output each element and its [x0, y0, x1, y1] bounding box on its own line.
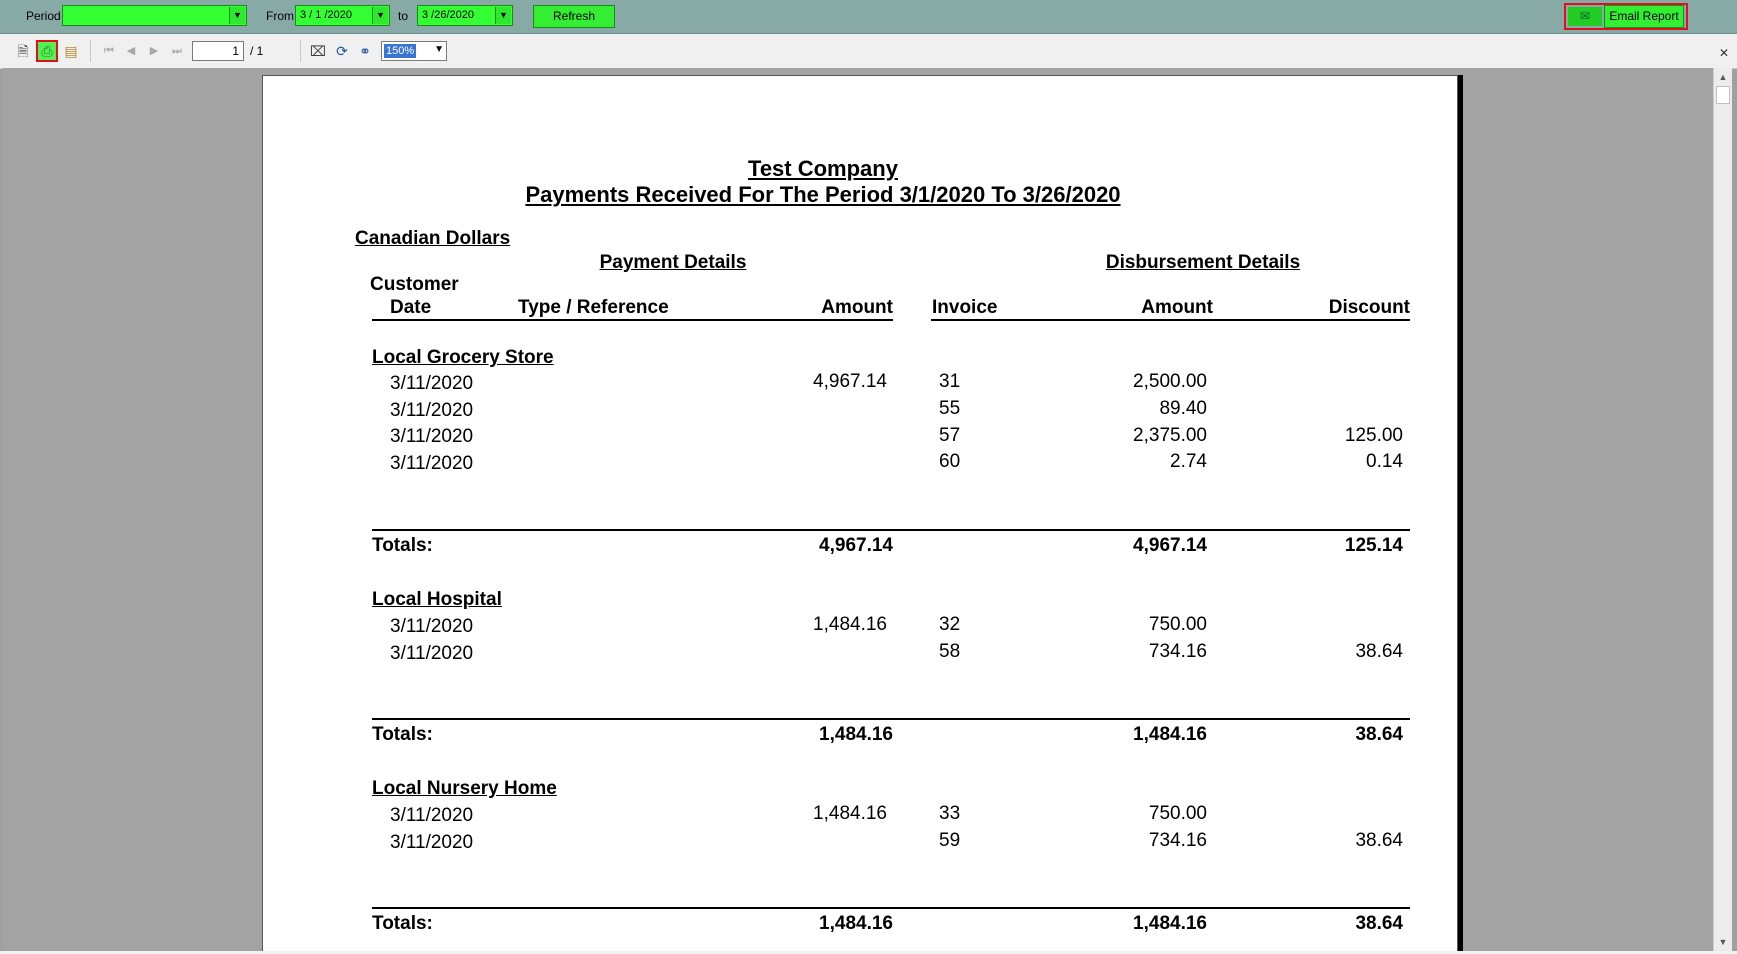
row-invoice: 32 — [939, 614, 961, 635]
company-title: Test Company — [748, 156, 898, 181]
export-icon[interactable]: 🗎 — [17, 43, 29, 59]
row-disb-amount: 2,375.00 — [1133, 425, 1207, 446]
row-date: 3/11/2020 — [390, 643, 474, 664]
totals-label: Totals: — [372, 535, 433, 556]
row-discount: 38.64 — [1355, 641, 1403, 662]
filter-bar — [0, 0, 1737, 34]
row-date: 3/11/2020 — [390, 805, 474, 826]
row-discount: 0.14 — [1366, 451, 1403, 472]
row-discount: 38.64 — [1355, 830, 1403, 851]
row-disb-amount: 2.74 — [1170, 451, 1207, 472]
chevron-down-icon[interactable]: ▼ — [495, 7, 511, 24]
vertical-scrollbar[interactable] — [1713, 68, 1732, 951]
totals-rule — [372, 529, 1410, 531]
totals-amount: 1,484.16 — [819, 724, 893, 745]
row-date: 3/11/2020 — [390, 616, 474, 637]
customer-name: Local Hospital — [372, 589, 502, 610]
next-page-icon[interactable]: ▶ — [149, 45, 159, 57]
row-invoice: 60 — [939, 451, 961, 472]
currency-heading: Canadian Dollars — [355, 228, 511, 249]
row-date: 3/11/2020 — [390, 426, 474, 447]
header-amount: Amount — [821, 297, 893, 318]
email-icon[interactable]: ✉ — [1568, 7, 1602, 26]
row-amount: 4,967.14 — [813, 371, 887, 392]
row-amount: 1,484.16 — [813, 614, 887, 635]
customer-name: Local Grocery Store — [372, 347, 554, 368]
refresh-button[interactable]: Refresh — [533, 5, 615, 28]
header-underline — [372, 319, 893, 321]
totals-discount: 38.64 — [1355, 913, 1403, 934]
totals-discount: 38.64 — [1355, 724, 1403, 745]
zoom-select[interactable] — [381, 41, 447, 61]
page-total: / 1 — [250, 44, 264, 58]
row-invoice: 59 — [939, 830, 961, 851]
scroll-thumb[interactable] — [1716, 86, 1730, 104]
from-label: From — [266, 9, 294, 23]
row-date: 3/11/2020 — [390, 832, 474, 853]
group-tree-icon[interactable]: ▤ — [64, 43, 78, 59]
chevron-down-icon[interactable]: ▼ — [229, 7, 245, 24]
period-select[interactable] — [62, 5, 247, 26]
prev-page-icon[interactable]: ◀ — [126, 45, 136, 57]
row-disb-amount: 2,500.00 — [1133, 371, 1207, 392]
report-page — [262, 75, 1458, 951]
row-invoice: 57 — [939, 425, 961, 446]
row-date: 3/11/2020 — [390, 453, 474, 474]
from-date-picker[interactable] — [295, 5, 390, 26]
to-date-picker[interactable] — [417, 5, 513, 26]
row-disb-amount: 734.16 — [1148, 830, 1207, 851]
row-date: 3/11/2020 — [390, 400, 474, 421]
header-date: Date — [390, 297, 432, 318]
header-discount: Discount — [1328, 297, 1410, 318]
toolbar-separator — [90, 40, 91, 62]
zoom-value: 150% — [386, 45, 415, 57]
viewer-toolbar — [0, 34, 1737, 69]
first-page-icon[interactable]: ⏮ — [104, 45, 114, 57]
totals-rule — [372, 907, 1410, 909]
totals-label: Totals: — [372, 913, 433, 934]
row-invoice: 55 — [939, 398, 961, 419]
totals-amount: 4,967.14 — [819, 535, 893, 556]
totals-label: Totals: — [372, 724, 433, 745]
row-disb-amount: 750.00 — [1148, 614, 1207, 635]
totals-rule — [372, 718, 1410, 720]
row-invoice: 58 — [939, 641, 961, 662]
report-title: Payments Received For The Period 3/1/2020 To 3/26/2020 — [525, 182, 1121, 207]
scroll-up-icon[interactable]: ▲ — [1718, 72, 1728, 82]
totals-disb-amount: 4,967.14 — [1133, 535, 1207, 556]
report-viewer[interactable] — [3, 68, 1713, 951]
row-invoice: 33 — [939, 803, 961, 824]
disbursement-details-heading: Disbursement Details — [1105, 252, 1301, 273]
header-disb-amount: Amount — [1141, 297, 1213, 318]
header-invoice: Invoice — [932, 297, 998, 318]
print-icon[interactable]: ⎙ — [38, 42, 56, 60]
chevron-down-icon[interactable]: ▼ — [372, 7, 388, 24]
binoculars-icon[interactable]: ⚭ — [359, 43, 371, 59]
from-date-value: 3 / 1 /2020 — [300, 9, 352, 21]
scroll-down-icon[interactable]: ▼ — [1718, 937, 1728, 947]
totals-discount: 125.14 — [1344, 535, 1403, 556]
chevron-down-icon[interactable]: ▼ — [434, 44, 444, 55]
row-invoice: 31 — [939, 371, 961, 392]
row-discount: 125.00 — [1344, 425, 1403, 446]
payment-details-heading: Payment Details — [599, 252, 747, 273]
row-date: 3/11/2020 — [390, 373, 474, 394]
to-date-value: 3 /26/2020 — [422, 9, 474, 21]
row-disb-amount: 734.16 — [1148, 641, 1207, 662]
stop-icon[interactable]: ⌧ — [309, 43, 327, 59]
header-customer: Customer — [370, 274, 459, 295]
row-disb-amount: 750.00 — [1148, 803, 1207, 824]
row-amount: 1,484.16 — [813, 803, 887, 824]
last-page-icon[interactable]: ⏭ — [172, 45, 182, 57]
page-number-input[interactable]: 1 — [192, 41, 244, 61]
email-report-group — [1566, 5, 1686, 28]
header-type-reference: Type / Reference — [518, 297, 669, 318]
period-label: Period — [26, 9, 61, 23]
customer-name: Local Nursery Home — [372, 778, 557, 799]
toolbar-separator — [300, 40, 301, 62]
totals-amount: 1,484.16 — [819, 913, 893, 934]
header-underline — [931, 319, 1410, 321]
email-report-button[interactable]: Email Report — [1604, 5, 1684, 28]
to-label: to — [398, 9, 409, 23]
refresh-icon[interactable]: ⟳ — [336, 43, 348, 59]
row-disb-amount: 89.40 — [1159, 398, 1207, 419]
totals-disb-amount: 1,484.16 — [1133, 724, 1207, 745]
close-icon[interactable]: ✕ — [1718, 46, 1729, 60]
totals-disb-amount: 1,484.16 — [1133, 913, 1207, 934]
